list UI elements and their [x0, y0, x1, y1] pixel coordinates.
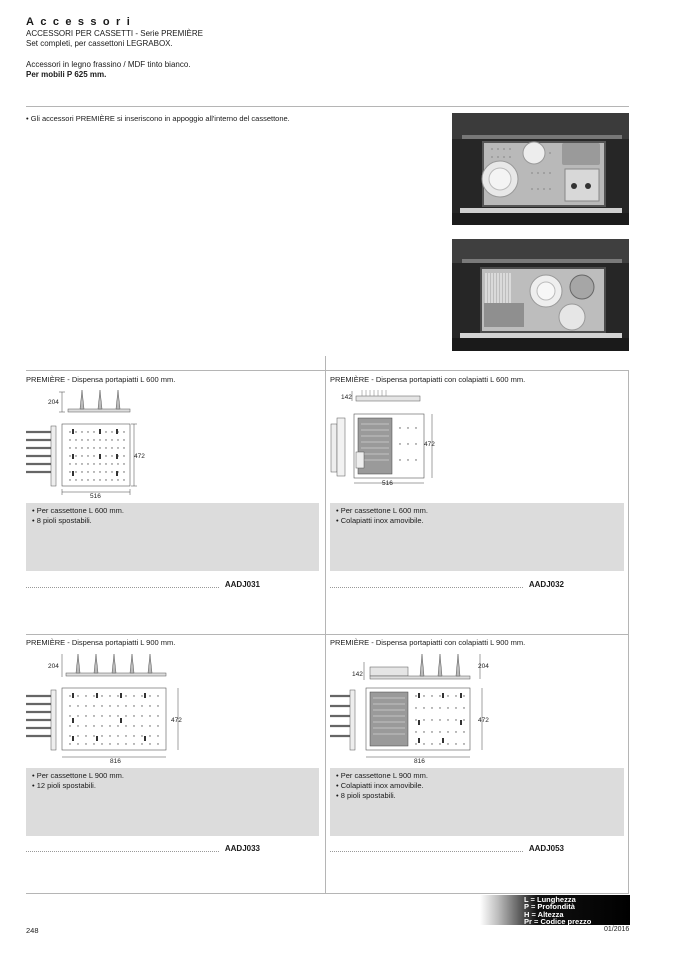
dim-height-2: 204 [478, 663, 489, 670]
product-title: PREMIÈRE - Dispensa portapiatti L 600 mm. [26, 375, 176, 384]
grid-divider-3 [26, 893, 629, 894]
dim-height: 142 [352, 671, 363, 678]
product-title: PREMIÈRE - Dispensa portapiatti con colapiatti L 900 mm. [330, 638, 526, 647]
bullet: • 8 pioli spostabili. [336, 791, 396, 800]
subtitle-line-2: Set completi, per cassettoni LEGRABOX. [26, 39, 173, 48]
edition-date: 01/2016 [604, 926, 630, 933]
grid-divider-1 [26, 370, 629, 371]
product-drawing-aadj053 [328, 650, 493, 768]
leader-dots [26, 582, 219, 588]
product-description [26, 503, 319, 571]
intro-text: • Gli accessori PREMIÈRE si inseriscono in appoggio all'interno del cassettone. [26, 114, 290, 123]
product-drawing-aadj033 [24, 650, 189, 768]
drawer-photo-1 [452, 113, 629, 225]
legend-box [480, 895, 630, 925]
dim-height: 204 [48, 663, 59, 670]
bullet: • Per cassettone L 600 mm. [336, 506, 428, 515]
price-code-row [330, 844, 564, 853]
price-code-row [26, 580, 260, 589]
price-code-row [26, 844, 260, 853]
leader-dots [330, 846, 523, 852]
dim-width: 816 [110, 758, 121, 765]
top-divider [26, 106, 629, 107]
subtitle-line-1: ACCESSORI PER CASSETTI - Serie PREMIÈRE [26, 29, 203, 38]
product-code: AADJ031 [224, 580, 260, 589]
dim-width: 816 [414, 758, 425, 765]
bullet: • Colapiatti inox amovibile. [336, 781, 424, 790]
page-title: Accessori [26, 16, 137, 28]
product-description [330, 503, 624, 571]
right-border [628, 370, 629, 893]
dim-depth: 472 [171, 717, 182, 724]
drawer-photo-2 [452, 239, 629, 351]
dim-width: 516 [382, 480, 393, 487]
price-code-row [330, 580, 564, 589]
bullet: • 8 pioli spostabili. [32, 516, 92, 525]
legend-price-code: Pr = Codice prezzo [524, 917, 592, 927]
bullet: • 12 pioli spostabili. [32, 781, 96, 790]
product-description [330, 768, 624, 836]
leader-dots [330, 582, 523, 588]
leader-dots [26, 846, 219, 852]
grid-divider-2 [26, 634, 629, 635]
bullet: • Per cassettone L 600 mm. [32, 506, 124, 515]
product-drawing-aadj031 [24, 388, 154, 500]
page-number: 248 [26, 926, 39, 935]
product-title: PREMIÈRE - Dispensa portapiatti L 900 mm. [26, 638, 176, 647]
dim-depth: 472 [478, 717, 489, 724]
dim-width: 516 [90, 493, 101, 500]
dim-depth: 472 [424, 441, 435, 448]
legend-height: H = Altezza [524, 909, 564, 919]
dim-depth: 472 [134, 453, 145, 460]
product-code: AADJ032 [528, 580, 564, 589]
bullet: • Colapiatti inox amovibile. [336, 516, 424, 525]
product-description [26, 768, 319, 836]
dim-height: 142 [341, 394, 352, 401]
legend-depth: P = Profondità [524, 902, 575, 912]
subtitle-line-3: Accessori in legno frassino / MDF tinto bianco. [26, 60, 191, 69]
column-divider [325, 370, 326, 893]
legend-length: L = Lunghezza [524, 895, 576, 904]
subtitle-line-4: Per mobili P 625 mm. [26, 70, 107, 79]
dim-height: 204 [48, 399, 59, 406]
bullet: • Per cassettone L 900 mm. [336, 771, 428, 780]
product-title: PREMIÈRE - Dispensa portapiatti con colapiatti L 600 mm. [330, 375, 526, 384]
product-drawing-aadj032 [328, 388, 458, 500]
product-code: AADJ053 [528, 844, 564, 853]
product-code: AADJ033 [224, 844, 260, 853]
bullet: • Per cassettone L 900 mm. [32, 771, 124, 780]
